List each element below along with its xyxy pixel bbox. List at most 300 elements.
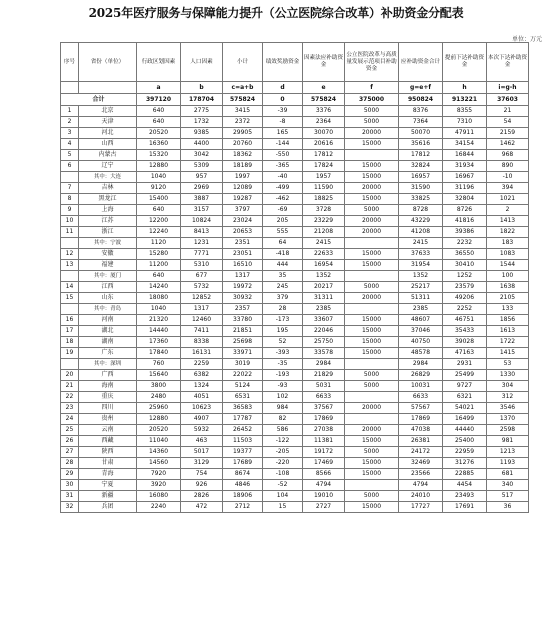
value-cell: 17812: [399, 150, 443, 161]
province-cell: 云南: [79, 425, 137, 436]
row-number-cell: 1: [61, 106, 79, 117]
value-cell: 102: [263, 392, 303, 403]
row-number-cell: [61, 304, 79, 315]
province-cell: 宁夏: [79, 480, 137, 491]
value-cell: 16954: [303, 260, 345, 271]
value-cell: 1021: [487, 194, 529, 205]
province-cell: 福建: [79, 260, 137, 271]
value-cell: -193: [263, 370, 303, 381]
value-cell: -418: [263, 249, 303, 260]
province-cell: 河北: [79, 128, 137, 139]
value-cell: 19010: [303, 491, 345, 502]
value-cell: 15000: [345, 260, 399, 271]
value-cell: 2159: [487, 128, 529, 139]
value-cell: 11200: [137, 260, 181, 271]
value-cell: 12852: [181, 293, 223, 304]
value-cell: 444: [263, 260, 303, 271]
value-cell: 43229: [399, 216, 443, 227]
value-cell: 18189: [223, 161, 263, 172]
value-cell: 20000: [345, 128, 399, 139]
value-cell: 57567: [399, 403, 443, 414]
value-cell: 11590: [303, 183, 345, 194]
province-cell: 上海: [79, 205, 137, 216]
value-cell: 183: [487, 238, 529, 249]
value-cell: 12089: [223, 183, 263, 194]
formula-row: [61, 82, 529, 94]
value-cell: 2969: [181, 183, 223, 194]
table-row: [61, 370, 529, 381]
value-cell: 9120: [137, 183, 181, 194]
value-cell: 18362: [223, 150, 263, 161]
value-cell: 1732: [181, 117, 223, 128]
value-cell: -122: [263, 436, 303, 447]
value-cell: [345, 414, 399, 425]
value-cell: 760: [137, 359, 181, 370]
value-cell: 29905: [223, 128, 263, 139]
value-cell: 2712: [223, 502, 263, 513]
value-cell: 15000: [345, 194, 399, 205]
value-cell: 17840: [137, 348, 181, 359]
value-cell: 23566: [399, 469, 443, 480]
value-cell: 463: [181, 436, 223, 447]
total-label: 合计: [61, 94, 137, 106]
value-cell: 5932: [181, 425, 223, 436]
unit-label: 单位：万元: [511, 36, 542, 43]
value-cell: 5017: [181, 447, 223, 458]
row-number-cell: 4: [61, 139, 79, 150]
value-cell: 1231: [181, 238, 223, 249]
value-cell: 40750: [399, 337, 443, 348]
value-cell: -499: [263, 183, 303, 194]
value-cell: 3157: [181, 205, 223, 216]
value-cell: 24172: [399, 447, 443, 458]
column-header: 提前下达补助资金: [443, 43, 487, 82]
province-cell: 甘肃: [79, 458, 137, 469]
value-cell: -144: [263, 139, 303, 150]
value-cell: 20520: [137, 128, 181, 139]
value-cell: 3019: [223, 359, 263, 370]
value-cell: 20000: [345, 216, 399, 227]
value-cell: 11503: [223, 436, 263, 447]
table-row: [61, 447, 529, 458]
table-row: [61, 271, 529, 282]
value-cell: 37046: [399, 326, 443, 337]
value-cell: 20000: [345, 403, 399, 414]
value-cell: 4454: [443, 480, 487, 491]
formula-cell: c=a+b: [223, 82, 263, 94]
value-cell: 1822: [487, 227, 529, 238]
value-cell: 31934: [443, 161, 487, 172]
table-row: [61, 502, 529, 513]
value-cell: 890: [487, 161, 529, 172]
value-cell: 8728: [399, 205, 443, 216]
value-cell: 245: [263, 282, 303, 293]
table-row: [61, 348, 529, 359]
value-cell: 15: [263, 502, 303, 513]
value-cell: 16510: [223, 260, 263, 271]
row-number-cell: 7: [61, 183, 79, 194]
value-cell: 2826: [181, 491, 223, 502]
value-cell: 1324: [181, 381, 223, 392]
value-cell: 8566: [303, 469, 345, 480]
value-cell: 15320: [137, 150, 181, 161]
table-row: [61, 106, 529, 117]
value-cell: [345, 392, 399, 403]
value-cell: 926: [181, 480, 223, 491]
value-cell: 754: [181, 469, 223, 480]
value-cell: -35: [263, 359, 303, 370]
value-cell: 37567: [303, 403, 345, 414]
value-cell: 3728: [303, 205, 345, 216]
value-cell: 5000: [345, 381, 399, 392]
value-cell: 82: [263, 414, 303, 425]
value-cell: 22633: [303, 249, 345, 260]
table-row: [61, 403, 529, 414]
value-cell: 165: [263, 128, 303, 139]
value-cell: 17727: [399, 502, 443, 513]
value-cell: 4400: [181, 139, 223, 150]
province-cell: 黑龙江: [79, 194, 137, 205]
value-cell: 8376: [399, 106, 443, 117]
row-number-cell: 19: [61, 348, 79, 359]
value-cell: -69: [263, 205, 303, 216]
value-cell: 984: [263, 403, 303, 414]
value-cell: 30932: [223, 293, 263, 304]
value-cell: 54021: [443, 403, 487, 414]
value-cell: 133: [487, 304, 529, 315]
value-cell: 17812: [303, 150, 345, 161]
left-margin: [0, 42, 60, 617]
value-cell: 37633: [399, 249, 443, 260]
value-cell: 2357: [223, 304, 263, 315]
row-number-cell: 31: [61, 491, 79, 502]
value-cell: 2598: [487, 425, 529, 436]
value-cell: 1638: [487, 282, 529, 293]
value-cell: 4794: [399, 480, 443, 491]
value-cell: 2984: [303, 359, 345, 370]
value-cell: 1083: [487, 249, 529, 260]
province-cell: 贵州: [79, 414, 137, 425]
value-cell: 47163: [443, 348, 487, 359]
value-cell: [345, 359, 399, 370]
value-cell: 2232: [443, 238, 487, 249]
province-cell: 西藏: [79, 436, 137, 447]
value-cell: 22885: [443, 469, 487, 480]
value-cell: 25698: [223, 337, 263, 348]
value-cell: 6321: [443, 392, 487, 403]
row-number-cell: 17: [61, 326, 79, 337]
value-cell: 33780: [223, 315, 263, 326]
row-number-cell: 27: [61, 447, 79, 458]
value-cell: 2240: [137, 502, 181, 513]
value-cell: 7411: [181, 326, 223, 337]
value-cell: 1997: [223, 172, 263, 183]
value-cell: 36: [487, 502, 529, 513]
value-cell: 1544: [487, 260, 529, 271]
row-number-cell: [61, 172, 79, 183]
table-row: [61, 194, 529, 205]
value-cell: 30410: [443, 260, 487, 271]
value-cell: 46751: [443, 315, 487, 326]
province-cell: 天津: [79, 117, 137, 128]
value-cell: 5309: [181, 161, 223, 172]
row-number-cell: 3: [61, 128, 79, 139]
column-header: 因素法应补助资金: [303, 43, 345, 82]
value-cell: [345, 238, 399, 249]
value-cell: 1252: [443, 271, 487, 282]
value-cell: 33825: [399, 194, 443, 205]
formula-cell: h: [443, 82, 487, 94]
formula-cell: a: [137, 82, 181, 94]
value-cell: 10623: [181, 403, 223, 414]
value-cell: -39: [263, 106, 303, 117]
value-cell: 26381: [399, 436, 443, 447]
value-cell: 54: [487, 117, 529, 128]
province-cell: 其中：宁波: [79, 238, 137, 249]
row-number-cell: 5: [61, 150, 79, 161]
value-cell: 517: [487, 491, 529, 502]
value-cell: 20520: [137, 425, 181, 436]
province-cell: 山西: [79, 139, 137, 150]
value-cell: 15400: [137, 194, 181, 205]
value-cell: 640: [137, 117, 181, 128]
value-cell: -393: [263, 348, 303, 359]
province-cell: 兵团: [79, 502, 137, 513]
value-cell: [345, 304, 399, 315]
value-cell: 555: [263, 227, 303, 238]
value-cell: 4794: [303, 480, 345, 491]
value-cell: 28: [263, 304, 303, 315]
value-cell: 8355: [443, 106, 487, 117]
table-row: [61, 326, 529, 337]
value-cell: 4846: [223, 480, 263, 491]
value-cell: 26452: [223, 425, 263, 436]
row-number-cell: 11: [61, 227, 79, 238]
value-cell: 957: [181, 172, 223, 183]
value-cell: 1462: [487, 139, 529, 150]
column-header: 本次下达补助资金: [487, 43, 529, 82]
row-number-cell: 13: [61, 260, 79, 271]
value-cell: 52: [263, 337, 303, 348]
value-cell: 394: [487, 183, 529, 194]
value-cell: 6531: [223, 392, 263, 403]
row-number-cell: 18: [61, 337, 79, 348]
total-cell: 0: [263, 94, 303, 106]
province-cell: 湖南: [79, 337, 137, 348]
table-row: [61, 249, 529, 260]
province-cell: 新疆: [79, 491, 137, 502]
value-cell: 205: [263, 216, 303, 227]
row-number-cell: [61, 359, 79, 370]
row-number-cell: 2: [61, 117, 79, 128]
province-cell: 辽宁: [79, 161, 137, 172]
value-cell: 8674: [223, 469, 263, 480]
row-number-cell: 20: [61, 370, 79, 381]
row-number-cell: 16: [61, 315, 79, 326]
value-cell: 1120: [137, 238, 181, 249]
value-cell: 22959: [443, 447, 487, 458]
value-cell: 18906: [223, 491, 263, 502]
value-cell: 5124: [223, 381, 263, 392]
value-cell: 8338: [181, 337, 223, 348]
value-cell: 18080: [137, 293, 181, 304]
value-cell: 17691: [443, 502, 487, 513]
value-cell: 1370: [487, 414, 529, 425]
value-cell: 39386: [443, 227, 487, 238]
value-cell: 33971: [223, 348, 263, 359]
value-cell: 12460: [181, 315, 223, 326]
value-cell: 2385: [399, 304, 443, 315]
value-cell: 640: [137, 271, 181, 282]
value-cell: 31954: [399, 260, 443, 271]
row-number-cell: 9: [61, 205, 79, 216]
value-cell: 36583: [223, 403, 263, 414]
value-cell: 15000: [345, 502, 399, 513]
table-row: [61, 414, 529, 425]
table-row: [61, 150, 529, 161]
value-cell: 7364: [399, 117, 443, 128]
value-cell: 25400: [443, 436, 487, 447]
value-cell: 2415: [303, 238, 345, 249]
value-cell: 19972: [223, 282, 263, 293]
value-cell: 51311: [399, 293, 443, 304]
value-cell: 16957: [399, 172, 443, 183]
value-cell: 64: [263, 238, 303, 249]
total-cell: 575824: [223, 94, 263, 106]
formula-cell: e: [303, 82, 345, 94]
value-cell: 16499: [443, 414, 487, 425]
value-cell: 11381: [303, 436, 345, 447]
value-cell: [345, 480, 399, 491]
value-cell: 14360: [137, 447, 181, 458]
table-row: [61, 260, 529, 271]
formula-cell: d: [263, 82, 303, 94]
value-cell: 1330: [487, 370, 529, 381]
value-cell: 1415: [487, 348, 529, 359]
value-cell: 26829: [399, 370, 443, 381]
formula-cell: [61, 82, 79, 94]
province-cell: 内蒙古: [79, 150, 137, 161]
total-cell: 37603: [487, 94, 529, 106]
allocation-table: [60, 42, 529, 513]
column-header: 行政区划因素: [137, 43, 181, 82]
total-cell: 913221: [443, 94, 487, 106]
value-cell: 640: [137, 205, 181, 216]
value-cell: -550: [263, 150, 303, 161]
value-cell: 6633: [399, 392, 443, 403]
value-cell: -8: [263, 117, 303, 128]
province-cell: 四川: [79, 403, 137, 414]
row-number-cell: 32: [61, 502, 79, 513]
value-cell: 11040: [137, 436, 181, 447]
row-number-cell: 29: [61, 469, 79, 480]
row-number-cell: 30: [61, 480, 79, 491]
value-cell: 5000: [345, 106, 399, 117]
value-cell: 20217: [303, 282, 345, 293]
value-cell: 14240: [137, 282, 181, 293]
total-cell: 397120: [137, 94, 181, 106]
row-number-cell: 21: [61, 381, 79, 392]
value-cell: 48607: [399, 315, 443, 326]
value-cell: 31196: [443, 183, 487, 194]
value-cell: 2351: [223, 238, 263, 249]
table-row: [61, 216, 529, 227]
value-cell: 17824: [303, 161, 345, 172]
value-cell: 5031: [303, 381, 345, 392]
value-cell: -462: [263, 194, 303, 205]
row-number-cell: 28: [61, 458, 79, 469]
value-cell: 3887: [181, 194, 223, 205]
value-cell: 5000: [345, 447, 399, 458]
value-cell: 1613: [487, 326, 529, 337]
value-cell: 20000: [345, 183, 399, 194]
table-row: [61, 238, 529, 249]
value-cell: -220: [263, 458, 303, 469]
value-cell: 15000: [345, 315, 399, 326]
value-cell: 6382: [181, 370, 223, 381]
value-cell: 2775: [181, 106, 223, 117]
value-cell: 47038: [399, 425, 443, 436]
value-cell: 20616: [303, 139, 345, 150]
value-cell: 2931: [443, 359, 487, 370]
formula-cell: i=g-h: [487, 82, 529, 94]
value-cell: 2984: [399, 359, 443, 370]
row-number-cell: 6: [61, 161, 79, 172]
value-cell: 31311: [303, 293, 345, 304]
value-cell: 15280: [137, 249, 181, 260]
formula-cell: f: [345, 82, 399, 94]
value-cell: 18825: [303, 194, 345, 205]
row-number-cell: 12: [61, 249, 79, 260]
value-cell: 5000: [345, 117, 399, 128]
value-cell: 41816: [443, 216, 487, 227]
value-cell: 27038: [303, 425, 345, 436]
table-row: [61, 381, 529, 392]
value-cell: 100: [487, 271, 529, 282]
value-cell: [345, 271, 399, 282]
table-row: [61, 161, 529, 172]
value-cell: 640: [137, 106, 181, 117]
value-cell: 19287: [223, 194, 263, 205]
value-cell: 17787: [223, 414, 263, 425]
table-row: [61, 117, 529, 128]
value-cell: 2372: [223, 117, 263, 128]
value-cell: 15000: [345, 436, 399, 447]
value-cell: 53: [487, 359, 529, 370]
value-cell: 12200: [137, 216, 181, 227]
value-cell: 16131: [181, 348, 223, 359]
value-cell: 21320: [137, 315, 181, 326]
province-cell: 其中：大连: [79, 172, 137, 183]
table-body: [61, 106, 529, 513]
province-cell: 其中：深圳: [79, 359, 137, 370]
column-header: 应补助资金合计: [399, 43, 443, 82]
value-cell: 30070: [303, 128, 345, 139]
value-cell: 1040: [137, 172, 181, 183]
value-cell: 15640: [137, 370, 181, 381]
value-cell: 21829: [303, 370, 345, 381]
formula-cell: [79, 82, 137, 94]
value-cell: 9727: [443, 381, 487, 392]
total-cell: 950824: [399, 94, 443, 106]
value-cell: -108: [263, 469, 303, 480]
value-cell: 33607: [303, 315, 345, 326]
value-cell: 31590: [399, 183, 443, 194]
value-cell: 15000: [345, 469, 399, 480]
value-cell: 10824: [181, 216, 223, 227]
column-header: 绩效奖励资金: [263, 43, 303, 82]
value-cell: 16844: [443, 150, 487, 161]
